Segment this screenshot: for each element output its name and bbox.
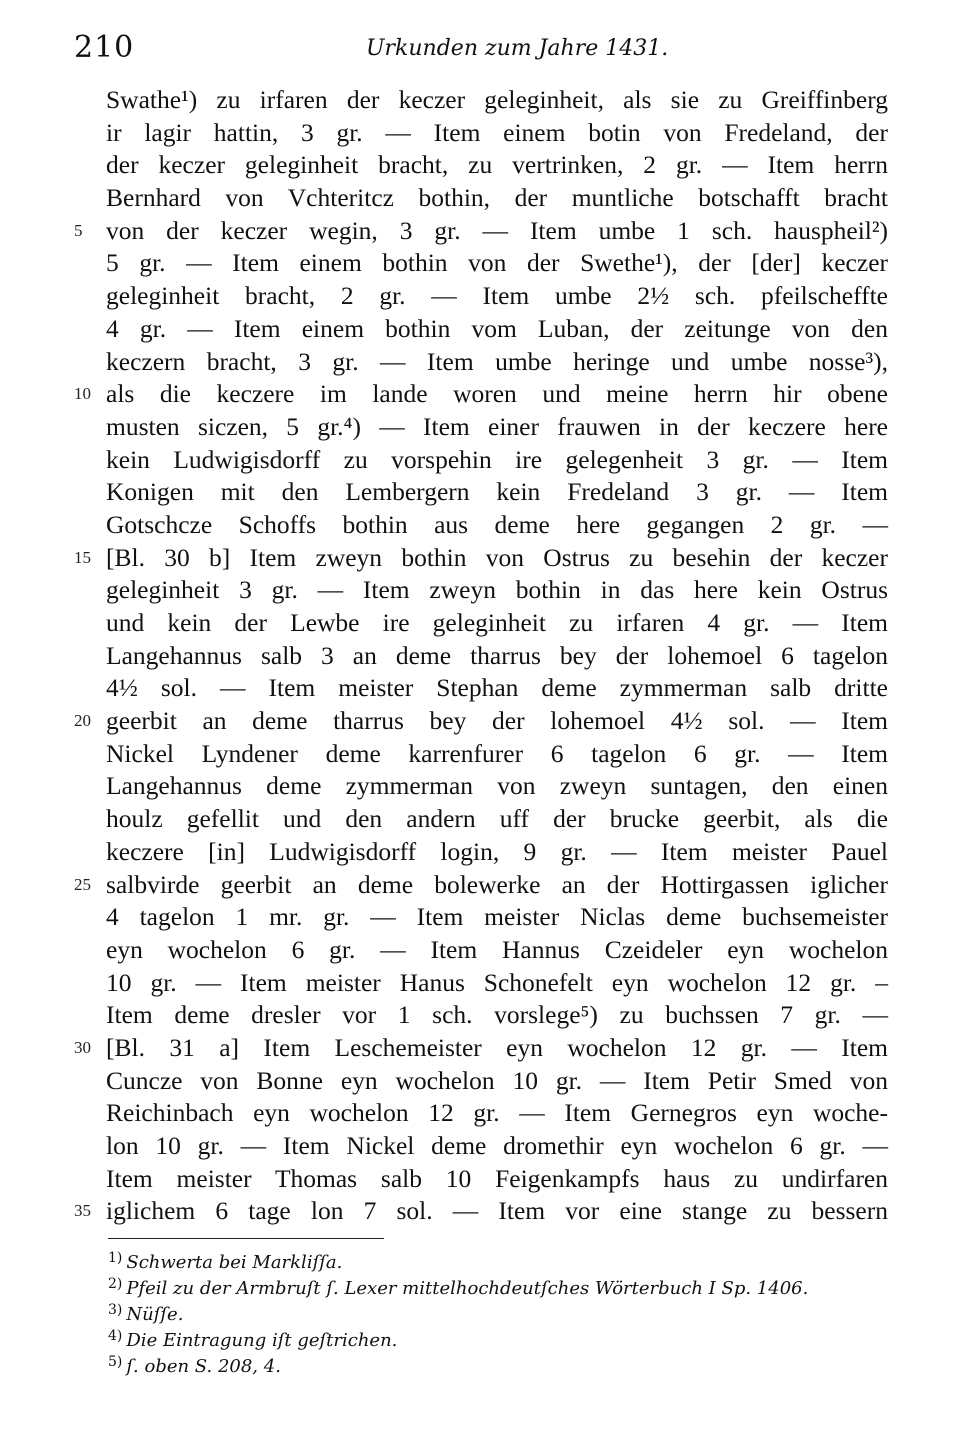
text-line xyxy=(106,313,888,346)
line-text: Item deme dresler vor 1 sch. vorslege⁵) zu buchssen 7 gr. — xyxy=(106,1000,888,1030)
text-line xyxy=(106,444,888,477)
text-line xyxy=(106,509,888,542)
text-line xyxy=(106,280,888,313)
text-line xyxy=(106,934,888,967)
line-text: [Bl. 31 a] Item Leschemeister eyn wochelon 12 gr. — Item xyxy=(106,1032,888,1062)
text-line xyxy=(106,901,888,934)
line-text: Swathe¹) zu irfaren der keczer geleginheit, als sie zu Greiffinberg xyxy=(106,85,888,114)
footnote-text: Pfeil zu der Armbruſt ſ. Lexer mittelhochdeutſches Wörterbuch I Sp. 1406. xyxy=(126,1278,809,1299)
line-number: 25 xyxy=(74,874,91,894)
line-number: 20 xyxy=(74,711,91,731)
line-text: ir lagir hattin, 3 gr. — Item einem botin von Fredeland, der xyxy=(106,117,888,147)
page-number: 210 xyxy=(74,30,135,65)
text-line xyxy=(106,1163,888,1196)
line-text: 4 tagelon 1 mr. gr. — Item meister Niclas deme buchsemeister xyxy=(106,902,888,932)
line-text: Konigen mit den Lembergern kein Fredeland 3 gr. — Item xyxy=(106,477,888,507)
text-line xyxy=(106,1097,888,1130)
footnote xyxy=(108,1245,868,1271)
text-line xyxy=(106,672,888,705)
text-line xyxy=(106,84,888,117)
footnote-text: Schwerta bei Markliſſa. xyxy=(126,1252,343,1273)
line-text: keczere [in] Ludwigisdorff login, 9 gr. — Item meister Pauel xyxy=(106,836,888,866)
text-line xyxy=(106,738,888,771)
running-head: Urkunden zum Jahre 1431. xyxy=(366,36,669,61)
line-text: 5 gr. — Item einem bothin von der Swethe¹), der [der] keczer xyxy=(106,248,888,278)
line-text: houlz gefellit und den andern uff der brucke geerbit, als die xyxy=(106,804,888,834)
text-line xyxy=(106,607,888,640)
footnote-mark: 2) xyxy=(108,1276,123,1292)
footnotes xyxy=(108,1245,868,1375)
text-line xyxy=(106,1065,888,1098)
footnote-text: Die Eintragung iſt geſtrichen. xyxy=(126,1330,398,1351)
footnote-mark: 1) xyxy=(108,1250,123,1266)
text-line xyxy=(106,836,888,869)
line-text: von der keczer wegin, 3 gr. — Item umbe 1 sch. hauspheil²) xyxy=(106,215,888,245)
line-text: Item meister Thomas salb 10 Feigenkampfs haus zu undirfaren xyxy=(106,1163,888,1193)
text-line xyxy=(74,542,888,575)
line-text: Reichinbach eyn wochelon 12 gr. — Item Gernegros eyn woche- xyxy=(106,1098,888,1128)
text-line xyxy=(106,999,888,1032)
footnote-text: ſ. oben S. 208, 4. xyxy=(126,1356,281,1377)
line-text: keczern bracht, 3 gr. — Item umbe heringe und umbe nosse³), xyxy=(106,346,888,376)
line-text: und kein der Lewbe ire geleginheit zu irfaren 4 gr. — Item xyxy=(106,608,888,637)
line-text: Nickel Lyndener deme karrenfurer 6 tagelon 6 gr. — Item xyxy=(106,738,888,768)
text-line xyxy=(106,346,888,379)
text-line xyxy=(106,411,888,444)
line-text: Bernhard von Vchteritcz bothin, der muntliche botschafft bracht xyxy=(106,183,888,213)
line-text: geleginheit 3 gr. — Item zweyn bothin in das here kein Ostrus xyxy=(106,575,888,605)
text-line xyxy=(106,476,888,509)
text-line xyxy=(74,378,888,411)
line-text: Gotschcze Schoffs bothin aus deme here gegangen 2 gr. — xyxy=(106,509,888,539)
text-line xyxy=(106,1130,888,1163)
line-number: 15 xyxy=(74,547,91,567)
line-text: als die keczere im lande woren und meine herrn hir obene xyxy=(106,379,888,409)
footnote xyxy=(108,1323,868,1349)
body-text xyxy=(74,84,888,1228)
line-number: 10 xyxy=(74,384,91,404)
footnote-divider xyxy=(108,1238,384,1239)
footnote-mark: 4) xyxy=(108,1328,123,1344)
line-text: 10 gr. — Item meister Hanus Schonefelt eyn wochelon 12 gr. – xyxy=(106,967,888,997)
footnote xyxy=(108,1349,868,1375)
text-line xyxy=(74,215,888,248)
line-text: [Bl. 30 b] Item zweyn bothin von Ostrus zu besehin der keczer xyxy=(106,542,888,572)
text-line xyxy=(106,117,888,150)
line-text: Langehannus salb 3 an deme tharrus bey der lohemoel 6 tagelon xyxy=(106,640,888,670)
line-text: musten siczen, 5 gr.⁴) — Item einer frauwen in der keczere here xyxy=(106,411,888,441)
text-line xyxy=(106,640,888,673)
line-text: 4½ sol. — Item meister Stephan deme zymmerman salb dritte xyxy=(106,673,888,703)
text-line xyxy=(106,770,888,803)
line-number: 5 xyxy=(74,220,83,240)
footnote xyxy=(108,1271,868,1297)
line-text: geleginheit bracht, 2 gr. — Item umbe 2½ sch. pfeilscheffte xyxy=(106,281,888,311)
line-number: 35 xyxy=(74,1201,91,1221)
line-number: 30 xyxy=(74,1037,91,1057)
line-text: geerbit an deme tharrus bey der lohemoel 4½ sol. — Item xyxy=(106,706,888,736)
line-text: eyn wochelon 6 gr. — Item Hannus Czeideler eyn wochelon xyxy=(106,934,888,964)
text-line xyxy=(106,149,888,182)
page-header xyxy=(74,30,894,70)
line-text: Langehannus deme zymmerman von zweyn suntagen, den einen xyxy=(106,771,888,801)
footnote-mark: 3) xyxy=(108,1302,123,1318)
text-line xyxy=(106,247,888,280)
text-line xyxy=(74,869,888,902)
text-line xyxy=(74,705,888,738)
line-text: lon 10 gr. — Item Nickel deme dromethir eyn wochelon 6 gr. — xyxy=(106,1131,888,1160)
text-line xyxy=(106,803,888,836)
text-line xyxy=(106,967,888,1000)
line-text: der keczer geleginheit bracht, zu vertrinken, 2 gr. — Item herrn xyxy=(106,150,888,180)
line-text: iglichem 6 tage lon 7 sol. — Item vor eine stange zu bessern xyxy=(106,1196,888,1226)
footnote-text: Nüſſe. xyxy=(126,1304,184,1325)
line-text: kein Ludwigisdorff zu vorspehin ire gelegenheit 3 gr. — Item xyxy=(106,444,888,474)
text-line xyxy=(106,182,888,215)
line-text: 4 gr. — Item einem bothin vom Luban, der zeitunge von den xyxy=(106,313,888,343)
line-text: Cuncze von Bonne eyn wochelon 10 gr. — Item Petir Smed von xyxy=(106,1065,888,1095)
line-text: salbvirde geerbit an deme bolewerke an der Hottirgassen iglicher xyxy=(106,869,888,899)
text-line xyxy=(74,1195,888,1228)
footnote xyxy=(108,1297,868,1323)
text-line xyxy=(74,1032,888,1065)
footnote-mark: 5) xyxy=(108,1354,123,1370)
text-line xyxy=(106,574,888,607)
